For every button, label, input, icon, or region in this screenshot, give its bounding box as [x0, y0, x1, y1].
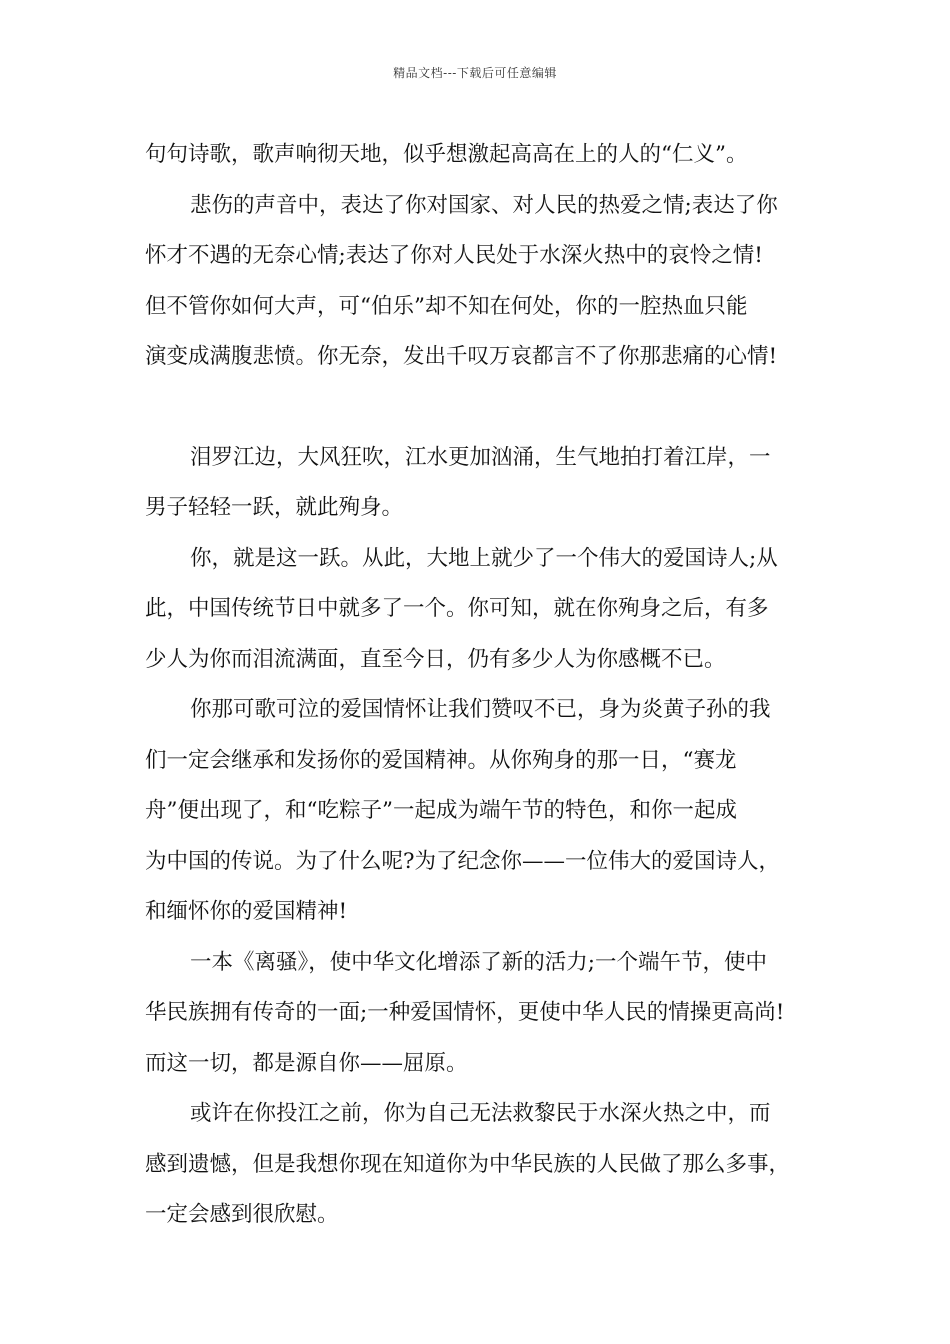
text-line: 舟”便出现了，和“吃粽子”一起成为端午节的特色，和你一起成 — [145, 798, 737, 823]
text-line: 而这一切，都是源自你——屈原。 — [145, 1050, 468, 1076]
text-line: 此，中国传统节日中就多了一个。你可知，就在你殉身之后，有多 — [145, 596, 769, 621]
text-line: 为中国的传说。为了什么呢?为了纪念你——一位伟大的爱国诗人， — [145, 848, 781, 874]
paragraph-gap — [145, 383, 815, 433]
text-line: 泪罗江边，大风狂吹，江水更加汹涌，生气地拍打着江岸，一 — [190, 444, 771, 470]
paragraph-2 — [145, 181, 815, 383]
text-line: 但不管你如何大声，可“伯乐”却不知在何处，你的一腔热血只能 — [145, 293, 748, 319]
text-line: 男子轻轻一跃，就此殉身。 — [145, 495, 404, 520]
text-line: 或许在你投江之前，你为自己无法救黎民于水深火热之中，而 — [190, 1101, 771, 1126]
text-line: 演变成满腹悲愤。你无奈，发出千叹万哀都言不了你那悲痛的心情! — [145, 344, 778, 369]
text-line: 你，就是这一跃。从此，大地上就少了一个伟大的爱国诗人;从 — [190, 545, 778, 571]
text-line: 们一定会继承和发扬你的爱国精神。从你殉身的那一日，“赛龙 — [145, 747, 737, 773]
text-line: 句句诗歌，歌声响彻天地，似乎想激起高高在上的人的“仁义”。 — [145, 142, 748, 167]
text-line: 你那可歌可泣的爱国情怀让我们赞叹不已，身为炎黄子孙的我 — [190, 697, 771, 722]
text-line: 华民族拥有传奇的一面;一种爱国情怀，更使中华人民的情操更高尚! — [145, 1000, 785, 1025]
text-line: 和缅怀你的爱国精神! — [145, 899, 348, 924]
text-line: 一定会感到很欣慰。 — [145, 1202, 339, 1227]
paragraph-1 — [145, 130, 815, 181]
text-line: 怀才不遇的无奈心情;表达了你对人民处于水深火热中的哀怜之情! — [145, 243, 763, 268]
text-line: 少人为你而泪流满面，直至今日，仍有多少人为你感概不已。 — [145, 646, 726, 672]
text-line: 悲伤的声音中，表达了你对国家、对人民的热爱之情;表达了你 — [190, 192, 778, 218]
document-body — [145, 130, 815, 1241]
text-line: 感到遗憾，但是我想你现在知道你为中华民族的人民做了那么多事， — [145, 1151, 791, 1177]
paragraph-3 — [145, 433, 815, 534]
paragraph-7 — [145, 1089, 815, 1241]
paragraph-4 — [145, 534, 815, 686]
text-line: 一本《离骚》，使中华文化增添了新的活力;一个端午节，使中 — [190, 949, 767, 975]
paragraph-6 — [145, 938, 815, 1090]
page-header: 精品文档---下载后可任意编辑 — [393, 66, 557, 80]
paragraph-5 — [145, 685, 815, 938]
